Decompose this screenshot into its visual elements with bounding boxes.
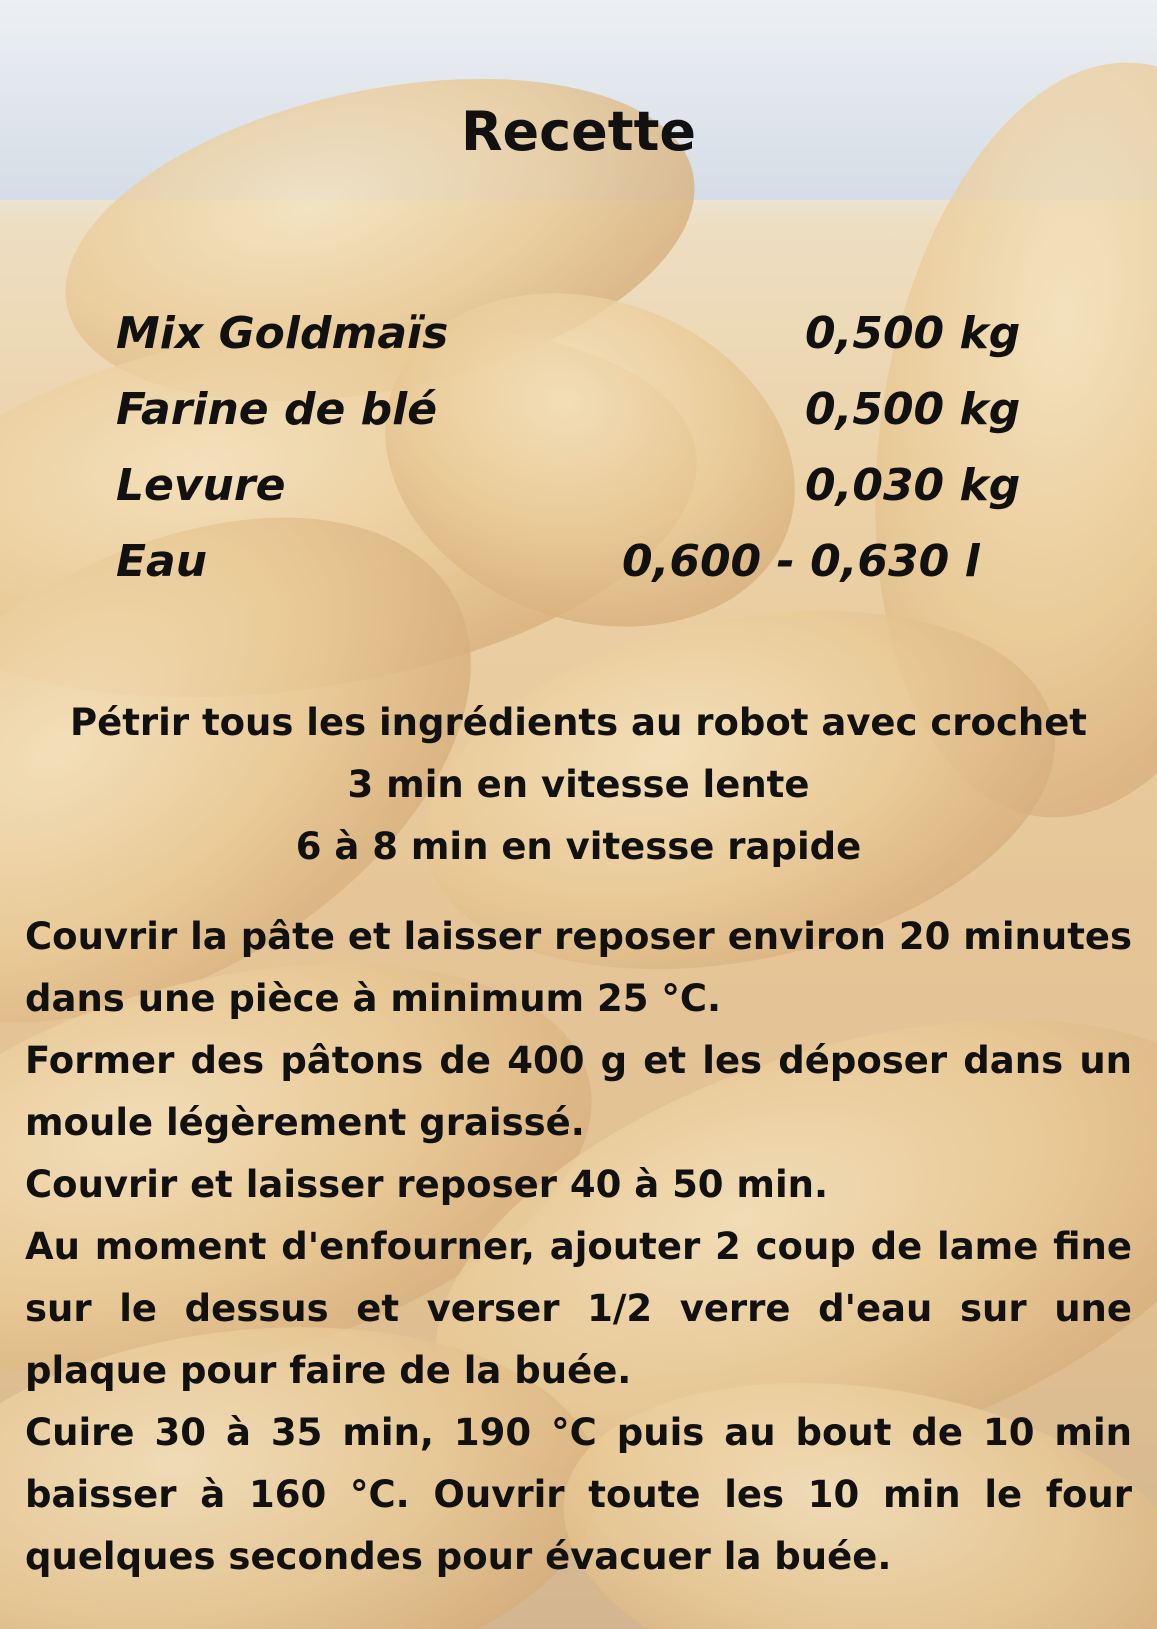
ingredient-name: Farine de blé [116,384,438,435]
ingredient-quantity: 0,500 kg [805,384,1021,435]
ingredient-name: Mix Goldmaïs [116,308,449,359]
recipe-title: Recette [460,100,697,163]
recipe-steps [25,906,1132,1588]
kneading-line: Pétrir tous les ingrédients au robot avec crochet [69,701,1087,744]
kneading-line: 6 à 8 min en vitesse rapide [295,825,862,868]
kneading-line: 3 min en vitesse lente [347,763,810,806]
ingredient-quantity: 0,030 kg [805,460,1021,511]
recipe-step: Couvrir et laisser reposer 40 à 50 min. [25,1163,829,1206]
ingredient-name: Eau [116,536,208,587]
ingredient-name: Levure [116,460,286,511]
ingredient-quantity: 0,500 kg [805,308,1021,359]
recipe-step: Au moment d'enfourner, ajouter 2 coup de lame fine sur le dessus et verser 1/2 verre d'eau sur une plaque pour faire de la buée. [25,1225,1132,1392]
ingredient-quantity: 0,600 - 0,630 l [622,536,980,587]
recipe-step: Cuire 30 à 35 min, 190 °C puis au bout de 10 min baisser à 160 °C. Ouvrir toute les 10 min le four quelques secondes pour évacuer la buée. [25,1411,1132,1578]
recipe-step: Former des pâtons de 400 g et les déposer dans un moule légèrement graissé. [25,1039,1132,1144]
recipe-step: Couvrir la pâte et laisser reposer environ 20 minutes dans une pièce à minimum 25 °C. [25,915,1132,1020]
